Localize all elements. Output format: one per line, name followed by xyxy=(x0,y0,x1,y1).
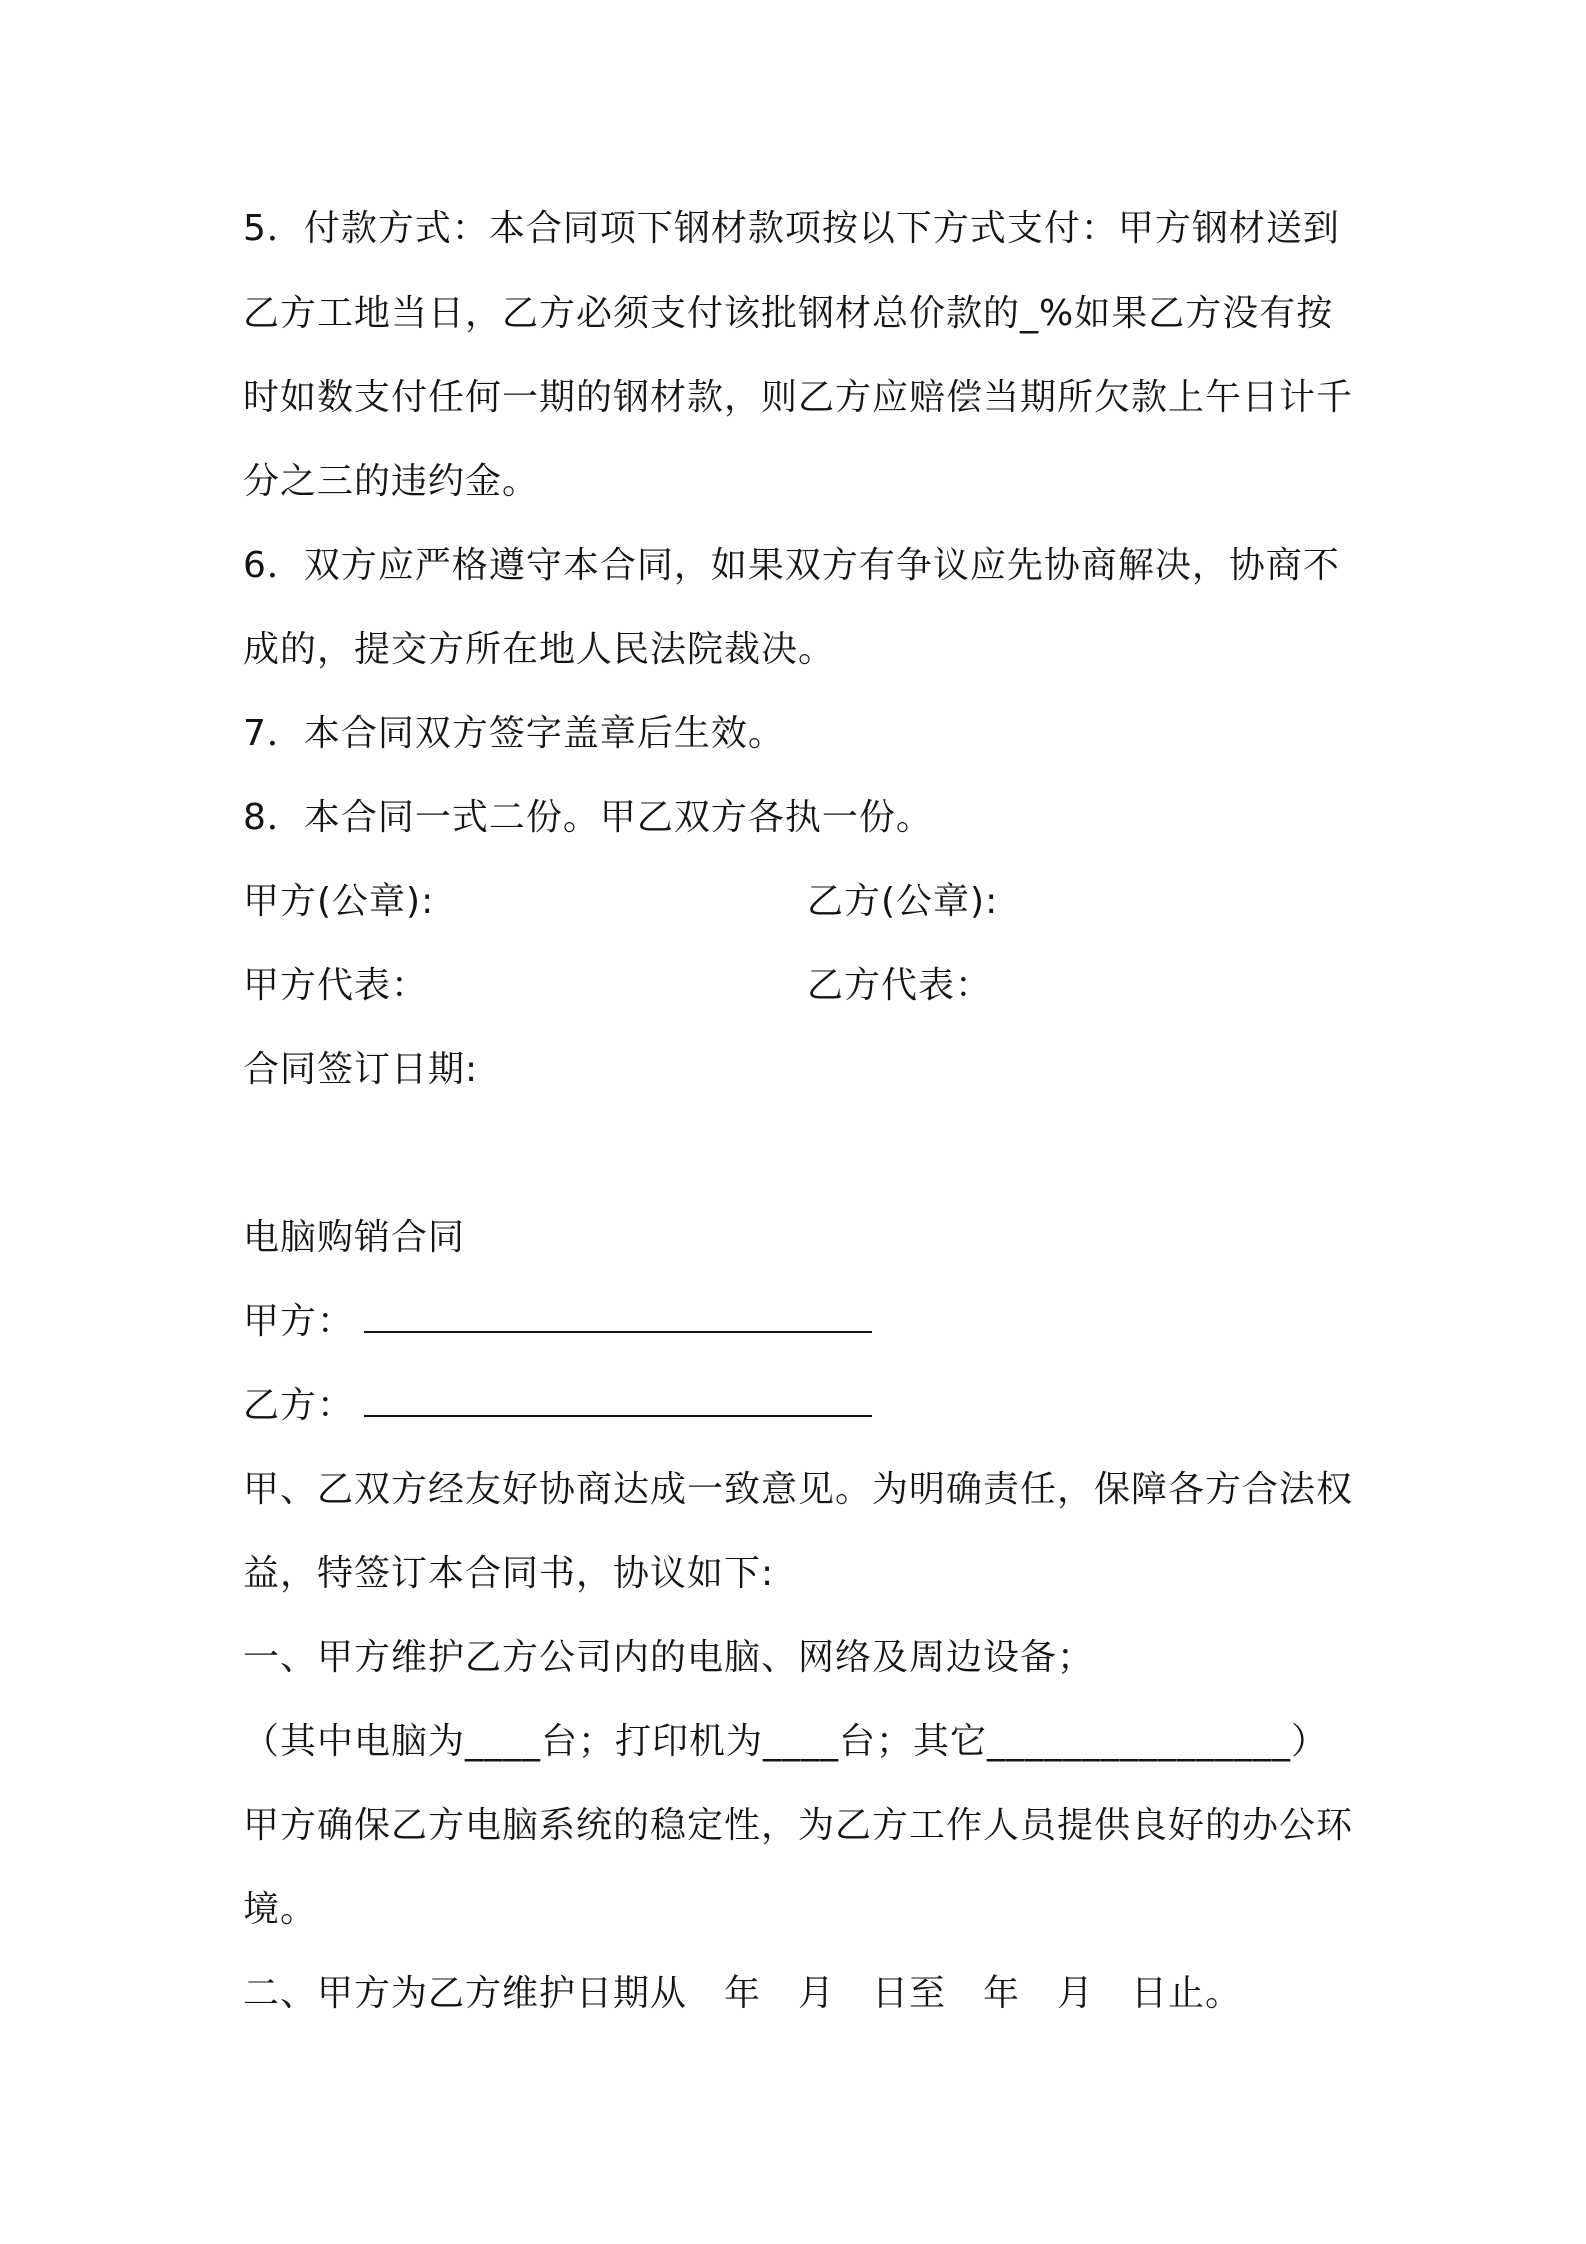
intro-line-1: 甲、乙双方经友好协商达成一致意见。为明确责任，保障各方合法权 xyxy=(243,1469,1354,1510)
party-a-rep-label: 甲方代表： xyxy=(243,965,429,1006)
party-b-rep-label: 乙方代表： xyxy=(807,965,993,1006)
clause-7: 7．本合同双方签字盖章后生效。 xyxy=(243,713,785,754)
item-2: 二、甲方为乙方维护日期从 年 月 日至 年 月 日止。 xyxy=(243,1973,1243,2014)
item-1-detail: （其中电脑为____台；打印机为____台；其它________________） xyxy=(243,1721,1329,1762)
item-1: 一、甲方维护乙方公司内的电脑、网络及周边设备； xyxy=(243,1637,1095,1678)
clause-6-line-2: 成的，提交方所在地人民法院裁决。 xyxy=(243,629,836,670)
party-b-seal-label: 乙方(公章): xyxy=(807,881,999,922)
intro-line-2: 益，特签订本合同书，协议如下: xyxy=(243,1553,775,1594)
contract-title: 电脑购销合同 xyxy=(243,1217,466,1258)
party-b-label: 乙方： xyxy=(243,1385,355,1426)
clause-8: 8．本合同一式二份。甲乙双方各执一份。 xyxy=(243,797,933,838)
clause-5-line-4: 分之三的违约金。 xyxy=(243,461,540,502)
item-1-assure-line-2: 境。 xyxy=(243,1889,318,1930)
clause-5-line-3: 时如数支付任何一期的钢材款，则乙方应赔偿当期所欠款上午日计千 xyxy=(243,377,1354,418)
party-b-blank xyxy=(364,1385,872,1417)
clause-5-line-1: 5．付款方式：本合同项下钢材款项按以下方式支付：甲方钢材送到 xyxy=(243,208,1340,249)
clause-6-line-1: 6．双方应严格遵守本合同，如果双方有争议应先协商解决，协商不 xyxy=(243,545,1340,586)
clause-5-line-2: 乙方工地当日，乙方必须支付该批钢材总价款的_%如果乙方没有按 xyxy=(243,293,1334,334)
party-b-field xyxy=(243,1382,872,1430)
party-a-field xyxy=(243,1298,872,1346)
party-a-blank xyxy=(364,1301,872,1333)
item-1-assure-line-1: 甲方确保乙方电脑系统的稳定性，为乙方工作人员提供良好的办公环 xyxy=(243,1805,1354,1846)
sign-date-label: 合同签订日期: xyxy=(243,1049,479,1090)
party-a-seal-label: 甲方(公章): xyxy=(243,881,435,922)
party-a-label: 甲方： xyxy=(243,1301,355,1342)
